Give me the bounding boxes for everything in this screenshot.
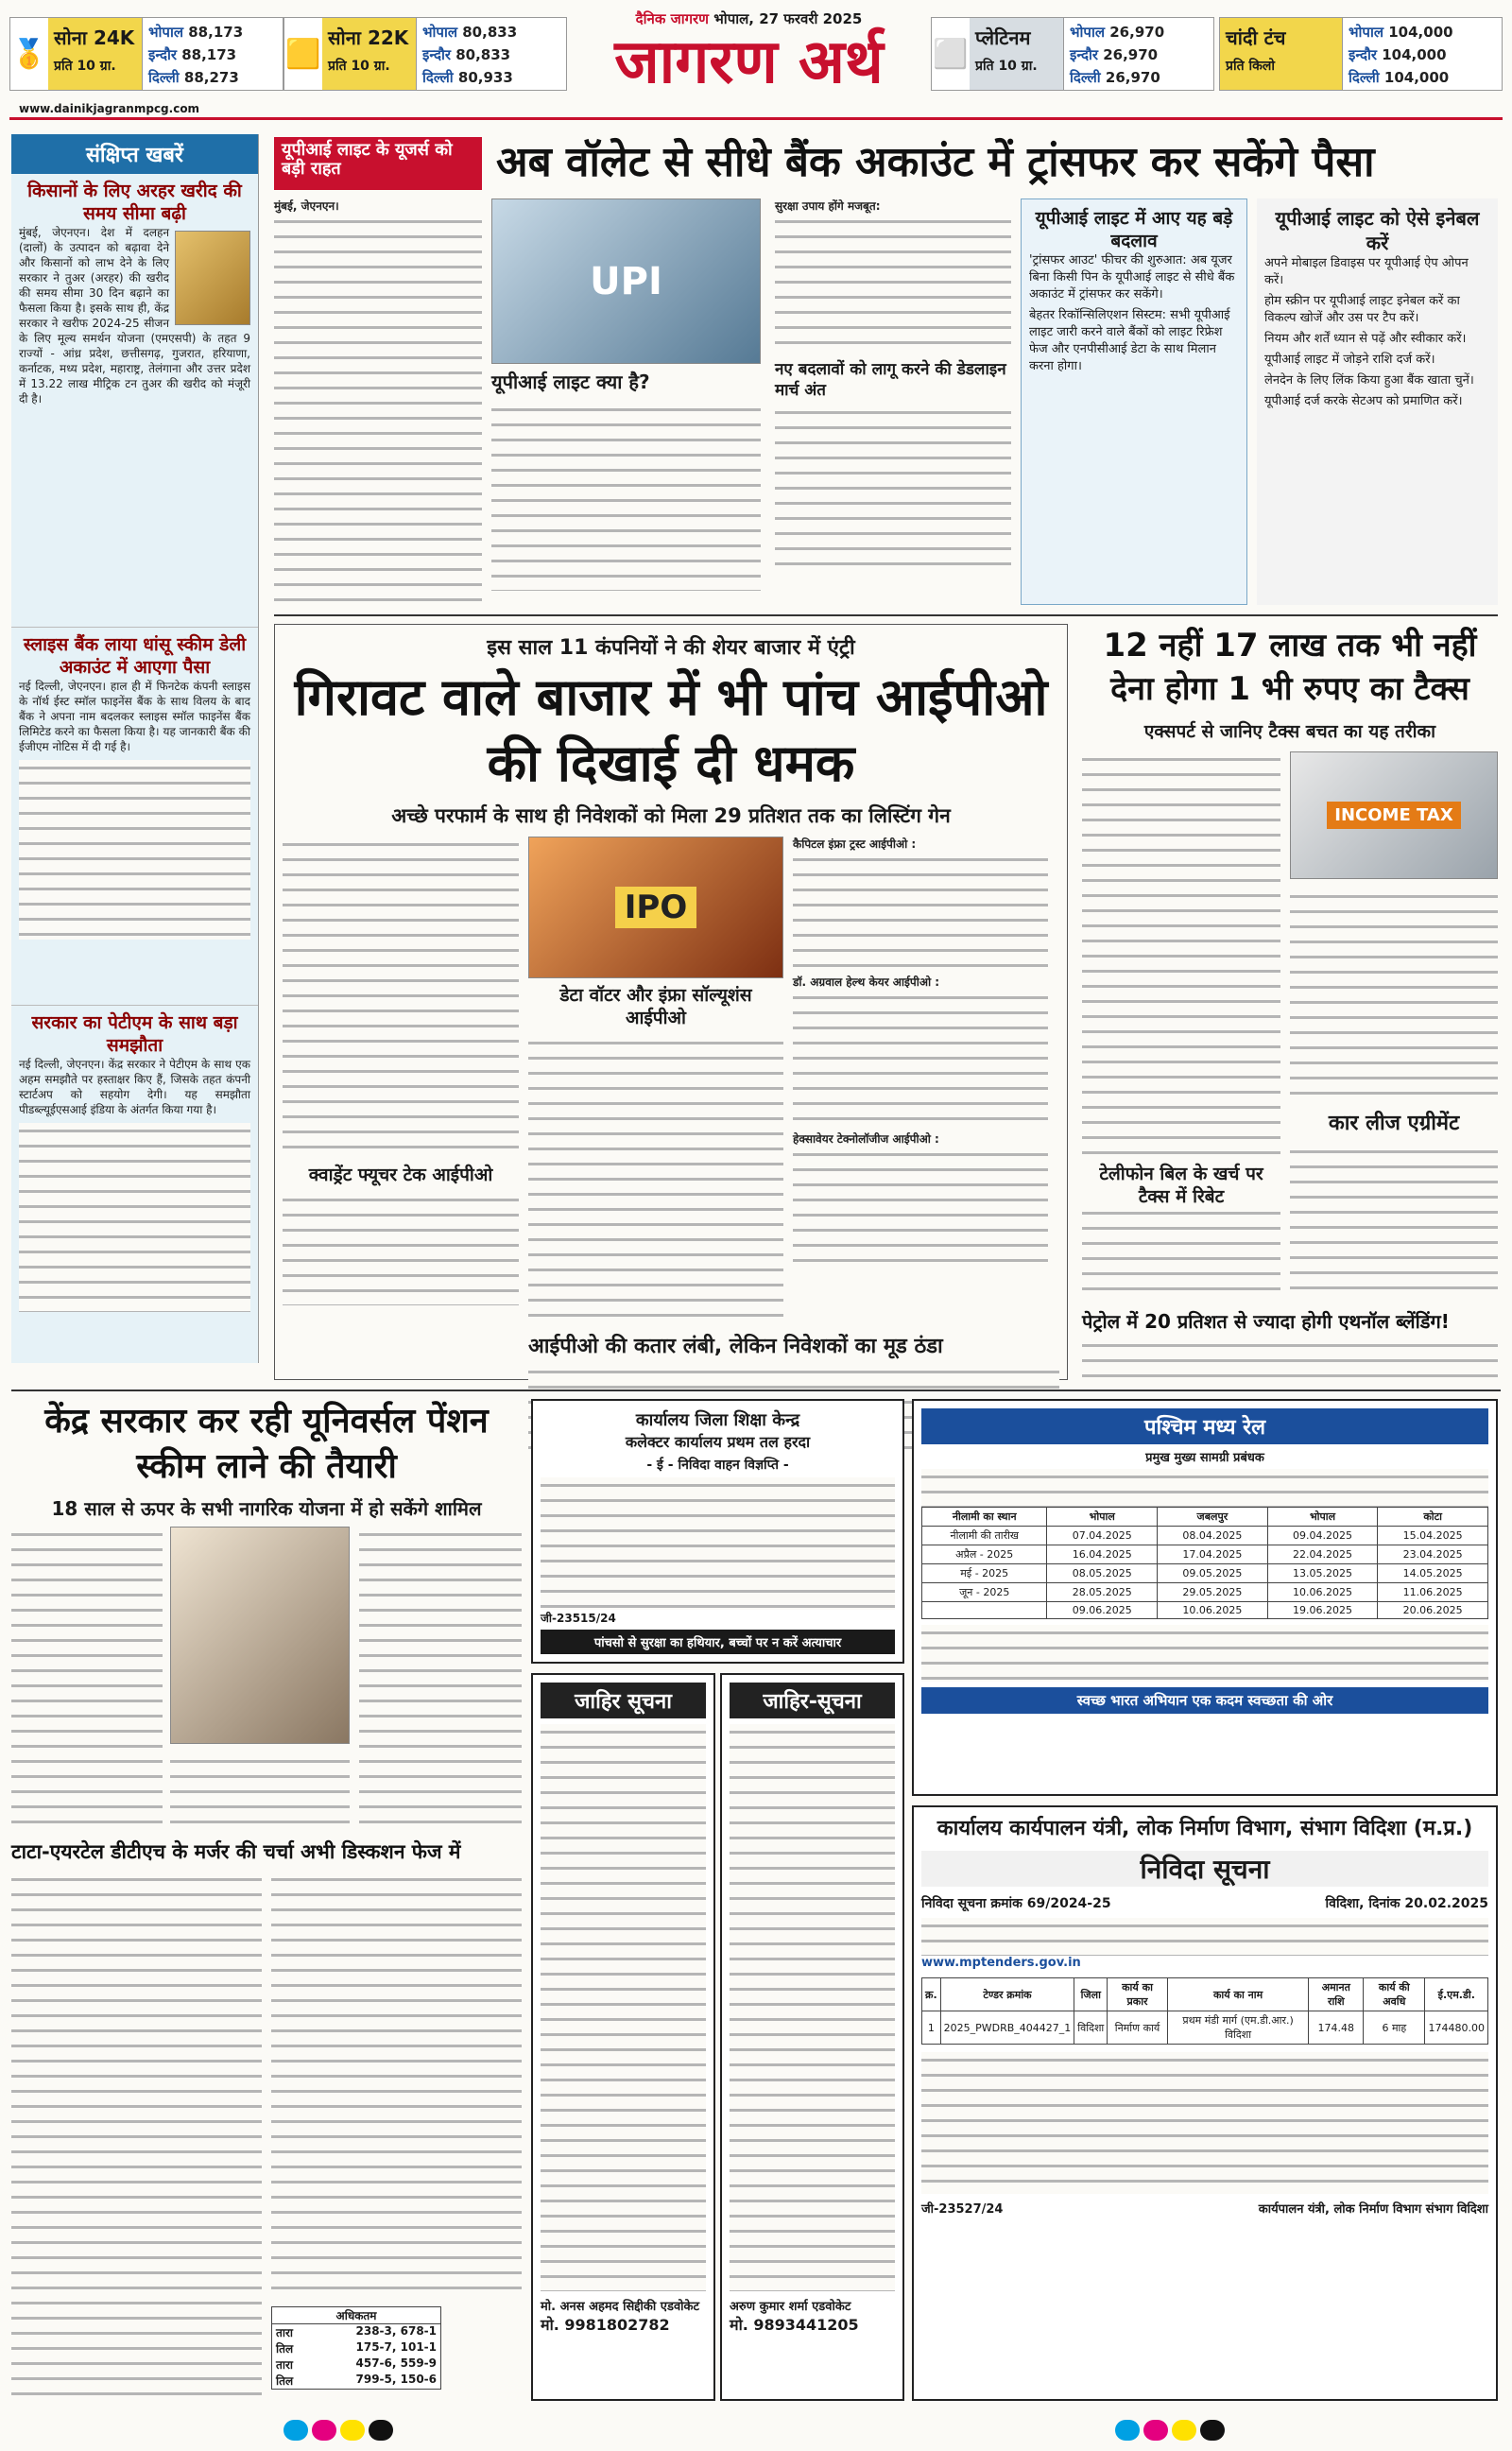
railway-auction-ad	[912, 1399, 1498, 1796]
rate-unit: प्रति 10 ग्रा.	[975, 59, 1038, 74]
table-cell: 09.04.2025	[1267, 1527, 1378, 1545]
platinum-bar-icon: ⬜	[933, 37, 969, 71]
text-filler	[921, 1469, 1488, 1507]
brief-title: स्लाइस बैंक लाया धांसू स्कीम डेली अकाउंट में आएगा पैसा	[23, 634, 247, 678]
price: 104,000	[1383, 69, 1450, 86]
cell: 238-3, 678-1	[355, 2324, 437, 2338]
text-filler	[11, 1527, 163, 1829]
pwd-tender-ad	[912, 1805, 1498, 2401]
ad-subtitle: प्रमुख मुख्य सामग्री प्रबंधक	[1145, 1451, 1264, 1465]
public-notice-ad-1	[531, 1673, 715, 2401]
registration-mark	[1143, 2420, 1168, 2441]
text-filler	[359, 1527, 522, 1829]
table-cell	[922, 1602, 1047, 1619]
table-cell: 174480.00	[1425, 2011, 1488, 2045]
ipo-story-box	[274, 624, 1068, 1380]
rate-list	[417, 18, 523, 90]
city: इन्दौर	[1349, 46, 1377, 63]
brief-item	[11, 174, 258, 628]
city: इन्दौर	[422, 46, 451, 63]
city: भोपाल	[1349, 24, 1384, 41]
table-cell: नीलामी की तारीख	[922, 1527, 1047, 1545]
ad-title: पश्चिम मध्य रेल	[921, 1408, 1488, 1444]
masthead-logo	[586, 9, 912, 104]
box-title: यूपीआई लाइट में आए यह बड़े बदलाव	[1035, 208, 1233, 251]
rate-label	[322, 18, 417, 90]
subhead: यूपीआई लाइट क्या है?	[491, 371, 650, 393]
text-filler	[1082, 1338, 1498, 1380]
subhead: नए बदलावों को लागू करने की डेडलाइन मार्च अंत	[775, 360, 1006, 400]
education-tender-ad	[531, 1399, 904, 1664]
table-cell: 13.05.2025	[1267, 1564, 1378, 1583]
city: दिल्ली	[422, 69, 454, 86]
cell: तिल	[276, 2342, 294, 2356]
cell: तारा	[276, 2326, 293, 2339]
ad-subtitle: कलेक्टर कार्यालय प्रथम तल हरदा	[625, 1433, 811, 1451]
brief-text: मुंबई, जेएनएन। देश में दलहन (दालों) के उत्पादन को बढ़ावा देने और किसानों को लाभ देने के लिए सरकार ने तुअर (अरहर) की खरीद की समय सीमा 30 दिन बढ़ाने का फैसला किया है। इसके साथ ही, केंद्र सरकार ने खरीफ 2024-25 सीजन के लिए मूल्य समर्थन योजना (एमएसपी) के तहत 9 राज्यों - आंध्र प्रदेश, छत्तीसगढ़, गुजरात, हरियाणा, कर्नाटक, मध्य प्रदेश, महाराष्ट्र, तेलंगाना और उत्तर प्रदेश में 13.22 लाख मीट्रिक टन तुअर की खरीद को मंजूरी दी है।	[19, 226, 250, 406]
box-bullet: यूपीआई दर्ज करके सेटअप को प्रमाणित करें।	[1264, 394, 1463, 408]
text-filler	[541, 1477, 895, 1610]
city: भोपाल	[1070, 24, 1106, 41]
table-cell: प्रथम मंडी मार्ग (एम.डी.आर.) विदिशा	[1167, 2011, 1309, 2045]
tender-ref: निविदा सूचना क्रमांक 69/2024-25	[921, 1896, 1111, 1911]
table-header: कार्य का प्रकार	[1108, 1978, 1167, 2011]
rate-label	[1220, 18, 1343, 90]
upi-changes-box	[1021, 198, 1247, 605]
ad-tender-label: - ई - निविदा वाहन विज्ञप्ति -	[646, 1458, 789, 1473]
table-cell: 28.05.2025	[1047, 1583, 1158, 1602]
rate-label	[970, 18, 1064, 90]
income-tax-image	[1290, 751, 1498, 879]
table-header: जबलपुर	[1158, 1508, 1268, 1527]
table-cell: मई - 2025	[922, 1564, 1047, 1583]
ad-title: कार्यालय जिला शिक्षा केन्द्र	[635, 1410, 800, 1430]
table-cell: 20.06.2025	[1378, 1602, 1488, 1619]
lentils-image	[175, 231, 250, 325]
rate-box-silver	[1219, 17, 1503, 91]
table-cell: 16.04.2025	[1047, 1545, 1158, 1564]
table-cell: 17.04.2025	[1158, 1545, 1268, 1564]
city: दिल्ली	[1349, 69, 1380, 86]
ad-title: कार्यालय कार्यपालन यंत्री, लोक निर्माण विभाग, संभाग विदिशा (म.प्र.)	[936, 1817, 1473, 1840]
ipo-name: हेक्सावेयर टेक्नोलॉजीज आईपीओ :	[793, 1132, 939, 1146]
city: भोपाल	[148, 24, 184, 41]
price: 104,000	[1388, 24, 1453, 41]
ipo-image-label: IPO	[615, 887, 696, 928]
edition-date: भोपाल, 27 फरवरी 2025	[713, 10, 863, 27]
table-cell: 14.05.2025	[1378, 1564, 1488, 1583]
news-brief-sidebar	[11, 134, 259, 1363]
text-filler	[793, 1147, 1048, 1269]
section-divider	[11, 1389, 1501, 1391]
table-cell: 07.04.2025	[1047, 1527, 1158, 1545]
section-divider	[274, 614, 1498, 616]
ipo-name: कैपिटल इंफ्रा ट्रस्ट आईपीओ :	[793, 837, 917, 851]
ipo-headline: गिरावट वाले बाजार में भी पांच आईपीओ की दिखाई दी धमक	[294, 667, 1048, 793]
elderly-couple-image	[170, 1527, 350, 1744]
rate-name: सोना 22K	[328, 26, 409, 49]
ad-footer: स्वच्छ भारत अभियान एक कदम स्वच्छता की ओर	[921, 1687, 1488, 1714]
rate-unit: प्रति 10 ग्रा.	[328, 59, 390, 74]
table-header: अमानत राशि	[1309, 1978, 1364, 2011]
text-filler	[283, 837, 519, 1158]
public-notice-ad-2	[720, 1673, 904, 2401]
brief-title: किसानों के लिए अरहर खरीद की समय सीमा बढ़ी	[27, 181, 242, 224]
notice-phone: मो. 9981802782	[541, 2316, 670, 2334]
text-filler	[793, 852, 1048, 975]
city: दिल्ली	[148, 69, 180, 86]
table-cell: अप्रैल - 2025	[922, 1545, 1047, 1564]
price: 26,970	[1109, 24, 1165, 41]
text-filler	[541, 1724, 706, 2291]
tender-date: विदिशा, दिनांक 20.02.2025	[1325, 1896, 1488, 1911]
cell: तारा	[276, 2358, 293, 2372]
box-bullet: नियम और शर्तें ध्यान से पढ़ें और स्वीकार करें।	[1264, 332, 1467, 346]
brief-item	[11, 1006, 258, 1365]
ipo-name: डॉ. अग्रवाल हेल्थ केयर आईपीओ :	[793, 975, 940, 989]
rate-name: प्लेटिनम	[975, 26, 1031, 49]
subhead-inline: सुरक्षा उपाय होंगे मजबूत:	[775, 199, 881, 213]
table-cell: 1	[922, 2011, 941, 2045]
gold-bar-icon: 🟨	[285, 37, 321, 71]
tender-table	[921, 1977, 1488, 2045]
text-filler	[11, 1872, 262, 2401]
box-bullet: बेहतर रिकॉन्सिलिएशन सिस्टम: सभी यूपीआई लाइट जारी करने वाले बैंकों को लाइट रिफ्रेश फेज और एनपीसीआई डेटा के साथ मिलान करना होगा।	[1029, 308, 1230, 373]
ethanol-headline: पेट्रोल में 20 प्रतिशत से ज्यादा होगी एथनॉल ब्लेंडिंग!	[1082, 1310, 1450, 1333]
brief-item	[11, 628, 258, 1006]
price: 88,273	[183, 69, 239, 86]
image-caption: UPI	[590, 259, 662, 303]
registration-mark	[369, 2420, 393, 2441]
price: 88,173	[181, 46, 237, 63]
table-header: भोपाल	[1047, 1508, 1158, 1527]
text-filler	[1082, 751, 1280, 1300]
table-cell: 19.06.2025	[1267, 1602, 1378, 1619]
upi-phone-image	[491, 198, 761, 364]
gold-bar-icon: 🥇	[11, 37, 47, 71]
box-bullet: यूपीआई लाइट में जोड़ने राशि दर्ज करें।	[1264, 353, 1435, 367]
notice-phone: मो. 9893441205	[730, 2316, 859, 2334]
ad-footer: पांचसो से सुरक्षा का हथियार, बच्चों पर न करें अत्याचार	[541, 1630, 895, 1654]
table-cell: 08.05.2025	[1047, 1564, 1158, 1583]
table-cell: 174.48	[1309, 2011, 1364, 2045]
table-cell: 09.06.2025	[1047, 1602, 1158, 1619]
text-filler	[921, 2052, 1488, 2194]
dateline: मुंबई, जेएनएन।	[274, 199, 339, 213]
paper-name: दैनिक जागरण	[635, 10, 710, 27]
box-bullet: लेनदेन के लिए लिंक किया हुआ बैंक खाता चुनें।	[1264, 373, 1474, 388]
ipo-deck: अच्छे परफार्म के साथ ही निवेशकों को मिला 29 प्रतिशत तक का लिस्टिंग गेन	[391, 804, 951, 827]
text-filler	[730, 1724, 895, 2291]
brief-text: नई दिल्ली, जेएनएन। केंद्र सरकार ने पेटीएम के साथ एक अहम समझौते पर हस्ताक्षर किए हैं, जिसके तहत कंपनी स्टार्टअप को सहयोग देगी। यह समझौता पीडब्ल्यूईएसआई इंडिया के अंतर्गत किया गया है।	[19, 1058, 250, 1116]
rate-unit: प्रति 10 ग्रा.	[54, 59, 116, 74]
cell: तिल	[276, 2374, 294, 2388]
table-cell: 10.06.2025	[1267, 1583, 1378, 1602]
rate-box-gold24	[9, 17, 284, 91]
text-filler	[793, 990, 1048, 1131]
text-filler	[921, 1918, 1488, 1956]
lead-headline: अब वॉलेट से सीधे बैंक अकाउंट में ट्रांसफर कर सकेंगे पैसा	[496, 138, 1375, 186]
city: इन्दौर	[148, 46, 177, 63]
logo-text: जागरण अर्थ	[614, 26, 884, 97]
price: 26,970	[1105, 69, 1160, 86]
table-header: कार्य का नाम	[1167, 1978, 1309, 2011]
registration-mark	[312, 2420, 336, 2441]
sidebar-heading: संक्षिप्त खबरें	[11, 134, 258, 174]
text-filler	[271, 1872, 522, 2297]
table-header: भोपाल	[1267, 1508, 1378, 1527]
table-header: जिला	[1074, 1978, 1108, 2011]
box-bullet: होम स्क्रीन पर यूपीआई लाइट इनेबल करें का विकल्प खोजें और उस पर टैप करें।	[1264, 294, 1460, 325]
text-filler	[283, 1192, 519, 1305]
table-cell: निर्माण कार्य	[1108, 2011, 1167, 2045]
registration-mark	[1172, 2420, 1196, 2441]
ad-signatory: कार्यपालन यंत्री, लोक निर्माण विभाग संभाग विदिशा	[1258, 2202, 1488, 2217]
rate-box-platinum	[931, 17, 1214, 91]
cell: 175-7, 101-1	[355, 2340, 437, 2354]
city: भोपाल	[422, 24, 458, 41]
text-filler	[19, 1123, 250, 1312]
table-header: ई.एम.डी.	[1425, 1978, 1488, 2011]
price: 80,833	[462, 24, 518, 41]
registration-mark	[1200, 2420, 1225, 2441]
city: इन्दौर	[1070, 46, 1098, 63]
story-column	[274, 198, 482, 605]
ad-subtitle: निविदा सूचना	[921, 1851, 1488, 1887]
table-header: क्र.	[922, 1978, 941, 2011]
box-bullet: 'ट्रांसफर आउट' फीचर की शुरुआत: अब यूजर बिना किसी पिन के यूपीआई लाइट से सीधे बैंक अकाउंट में ट्रांसफर कर सकेंगे।	[1029, 253, 1235, 302]
rate-table	[271, 2306, 441, 2390]
text-filler	[19, 760, 250, 940]
price: 80,833	[455, 46, 511, 63]
table-cell: विदिशा	[1074, 2011, 1108, 2045]
brief-text: नई दिल्ली, जेएनएन। हाल ही में फिनटेक कंपनी स्लाइस के नॉर्थ ईस्ट स्मॉल फाइनेंस बैंक के साथ विलय के बाद बैंक ने अपना नाम बदलकर स्लाइस स्मॉल फाइनेंस बैंक लिमिटेड करने का फैसला किया है। यह जानकारी बैंक की ईजीएम नोटिस में दी गई है।	[19, 680, 250, 753]
text-filler	[170, 1753, 350, 1829]
rate-list	[143, 18, 249, 90]
table-cell: 6 माह	[1364, 2011, 1425, 2045]
image-label: INCOME TAX	[1327, 802, 1460, 829]
box-title: यूपीआई लाइट को ऐसे इनेबल करें	[1275, 207, 1480, 254]
registration-mark	[340, 2420, 365, 2441]
pension-headline: केंद्र सरकार कर रही यूनिवर्सल पेंशन स्कीम लाने की तैयारी	[44, 1402, 489, 1486]
text-filler	[1290, 889, 1498, 1106]
notice-title: जाहिर-सूचना	[730, 1683, 895, 1718]
tax-deck: एक्सपर्ट से जानिए टैक्स बचत का यह तरीका	[1143, 721, 1436, 742]
table-cell: 23.04.2025	[1378, 1545, 1488, 1564]
rate-name: सोना 24K	[54, 26, 135, 49]
rate-list	[1343, 18, 1459, 90]
ipo-image	[528, 837, 783, 978]
masthead-divider	[9, 117, 1503, 120]
box-bullet: अपने मोबाइल डिवाइस पर यूपीआई ऐप ओपन करें।	[1264, 256, 1469, 287]
ad-code: जी-23527/24	[921, 2202, 1004, 2217]
text-filler	[528, 1035, 783, 1328]
story-tag: यूपीआई लाइट के यूजर्स को बड़ी राहत	[274, 137, 482, 190]
table-header: कार्य की अवधि	[1364, 1978, 1425, 2011]
city: दिल्ली	[1070, 69, 1101, 86]
price: 26,970	[1103, 46, 1159, 63]
table-header: नीलामी का स्थान	[922, 1508, 1047, 1527]
text-filler	[1290, 1144, 1498, 1300]
notice-title: जाहिर सूचना	[541, 1683, 706, 1718]
story-column	[775, 198, 1011, 605]
subhead: कार लीज एग्रीमेंट	[1328, 1112, 1460, 1135]
website-url[interactable]: www.dainikjagranmpcg.com	[19, 102, 200, 115]
table-cell: 09.05.2025	[1158, 1564, 1268, 1583]
ipo-kicker: इस साल 11 कंपनियों ने की शेयर बाजार में एंट्री	[487, 636, 855, 660]
text-filler	[491, 402, 761, 591]
cell: 457-6, 559-9	[355, 2356, 437, 2370]
text-filler	[775, 214, 1011, 355]
cell: 799-5, 150-6	[355, 2373, 437, 2386]
tax-headline: 12 नहीं 17 लाख तक भी नहीं देना होगा 1 भी रुपए का टैक्स	[1103, 627, 1477, 708]
table-cell: 29.05.2025	[1158, 1583, 1268, 1602]
table-cell: 15.04.2025	[1378, 1527, 1488, 1545]
table-cell: 11.06.2025	[1378, 1583, 1488, 1602]
tender-website[interactable]: www.mptenders.gov.in	[921, 1956, 1081, 1970]
table-title: अधिकतम	[272, 2307, 440, 2324]
rate-label	[48, 18, 143, 90]
upi-enable-box	[1257, 198, 1498, 605]
rate-list	[1064, 18, 1170, 90]
rate-box-gold22	[284, 17, 567, 91]
ad-code: जी-23515/24	[541, 1612, 616, 1625]
subhead: क्वाड्रेंट फ्यूचर टेक आईपीओ	[308, 1165, 493, 1185]
registration-mark	[1115, 2420, 1140, 2441]
notice-signatory: मो. अनस अहमद सिद्दीकी एडवोकेट	[541, 2300, 700, 2314]
notice-signatory: अरुण कुमार शर्मा एडवोकेट	[730, 2300, 851, 2314]
table-header: कोटा	[1378, 1508, 1488, 1527]
subhead: डेटा वॉटर और इंफ्रा सॉल्यूशंस आईपीओ	[559, 985, 752, 1028]
table-cell: 08.04.2025	[1158, 1527, 1268, 1545]
text-filler	[921, 1625, 1488, 1682]
registration-mark	[284, 2420, 308, 2441]
price: 88,173	[188, 24, 244, 41]
table-cell: 10.06.2025	[1158, 1602, 1268, 1619]
pension-deck: 18 साल से ऊपर के सभी नागरिक योजना में हो सकेंगे शामिल	[51, 1497, 482, 1520]
subhead: टेलीफोन बिल के खर्च पर टैक्स में रिबेट	[1082, 1163, 1280, 1208]
price: 80,933	[457, 69, 513, 86]
text-filler	[274, 214, 482, 601]
brief-title: सरकार का पेटीएम के साथ बड़ा समझौता	[31, 1012, 238, 1056]
subhead: आईपीओ की कतार लंबी, लेकिन निवेशकों का मूड ठंडा	[528, 1335, 943, 1358]
table-cell: 2025_PWDRB_404427_1	[940, 2011, 1074, 2045]
table-cell: 22.04.2025	[1267, 1545, 1378, 1564]
auction-table	[921, 1507, 1488, 1619]
rate-unit: प्रति किलो	[1226, 59, 1275, 74]
price: 104,000	[1382, 46, 1447, 63]
rate-name: चांदी टंच	[1226, 26, 1286, 49]
text-filler	[775, 405, 1011, 575]
table-cell: जून - 2025	[922, 1583, 1047, 1602]
table-header: टेण्डर क्रमांक	[940, 1978, 1074, 2011]
tata-headline: टाटा-एयरटेल डीटीएच के मर्जर की चर्चा अभी डिस्कशन फेज में	[11, 1840, 461, 1863]
